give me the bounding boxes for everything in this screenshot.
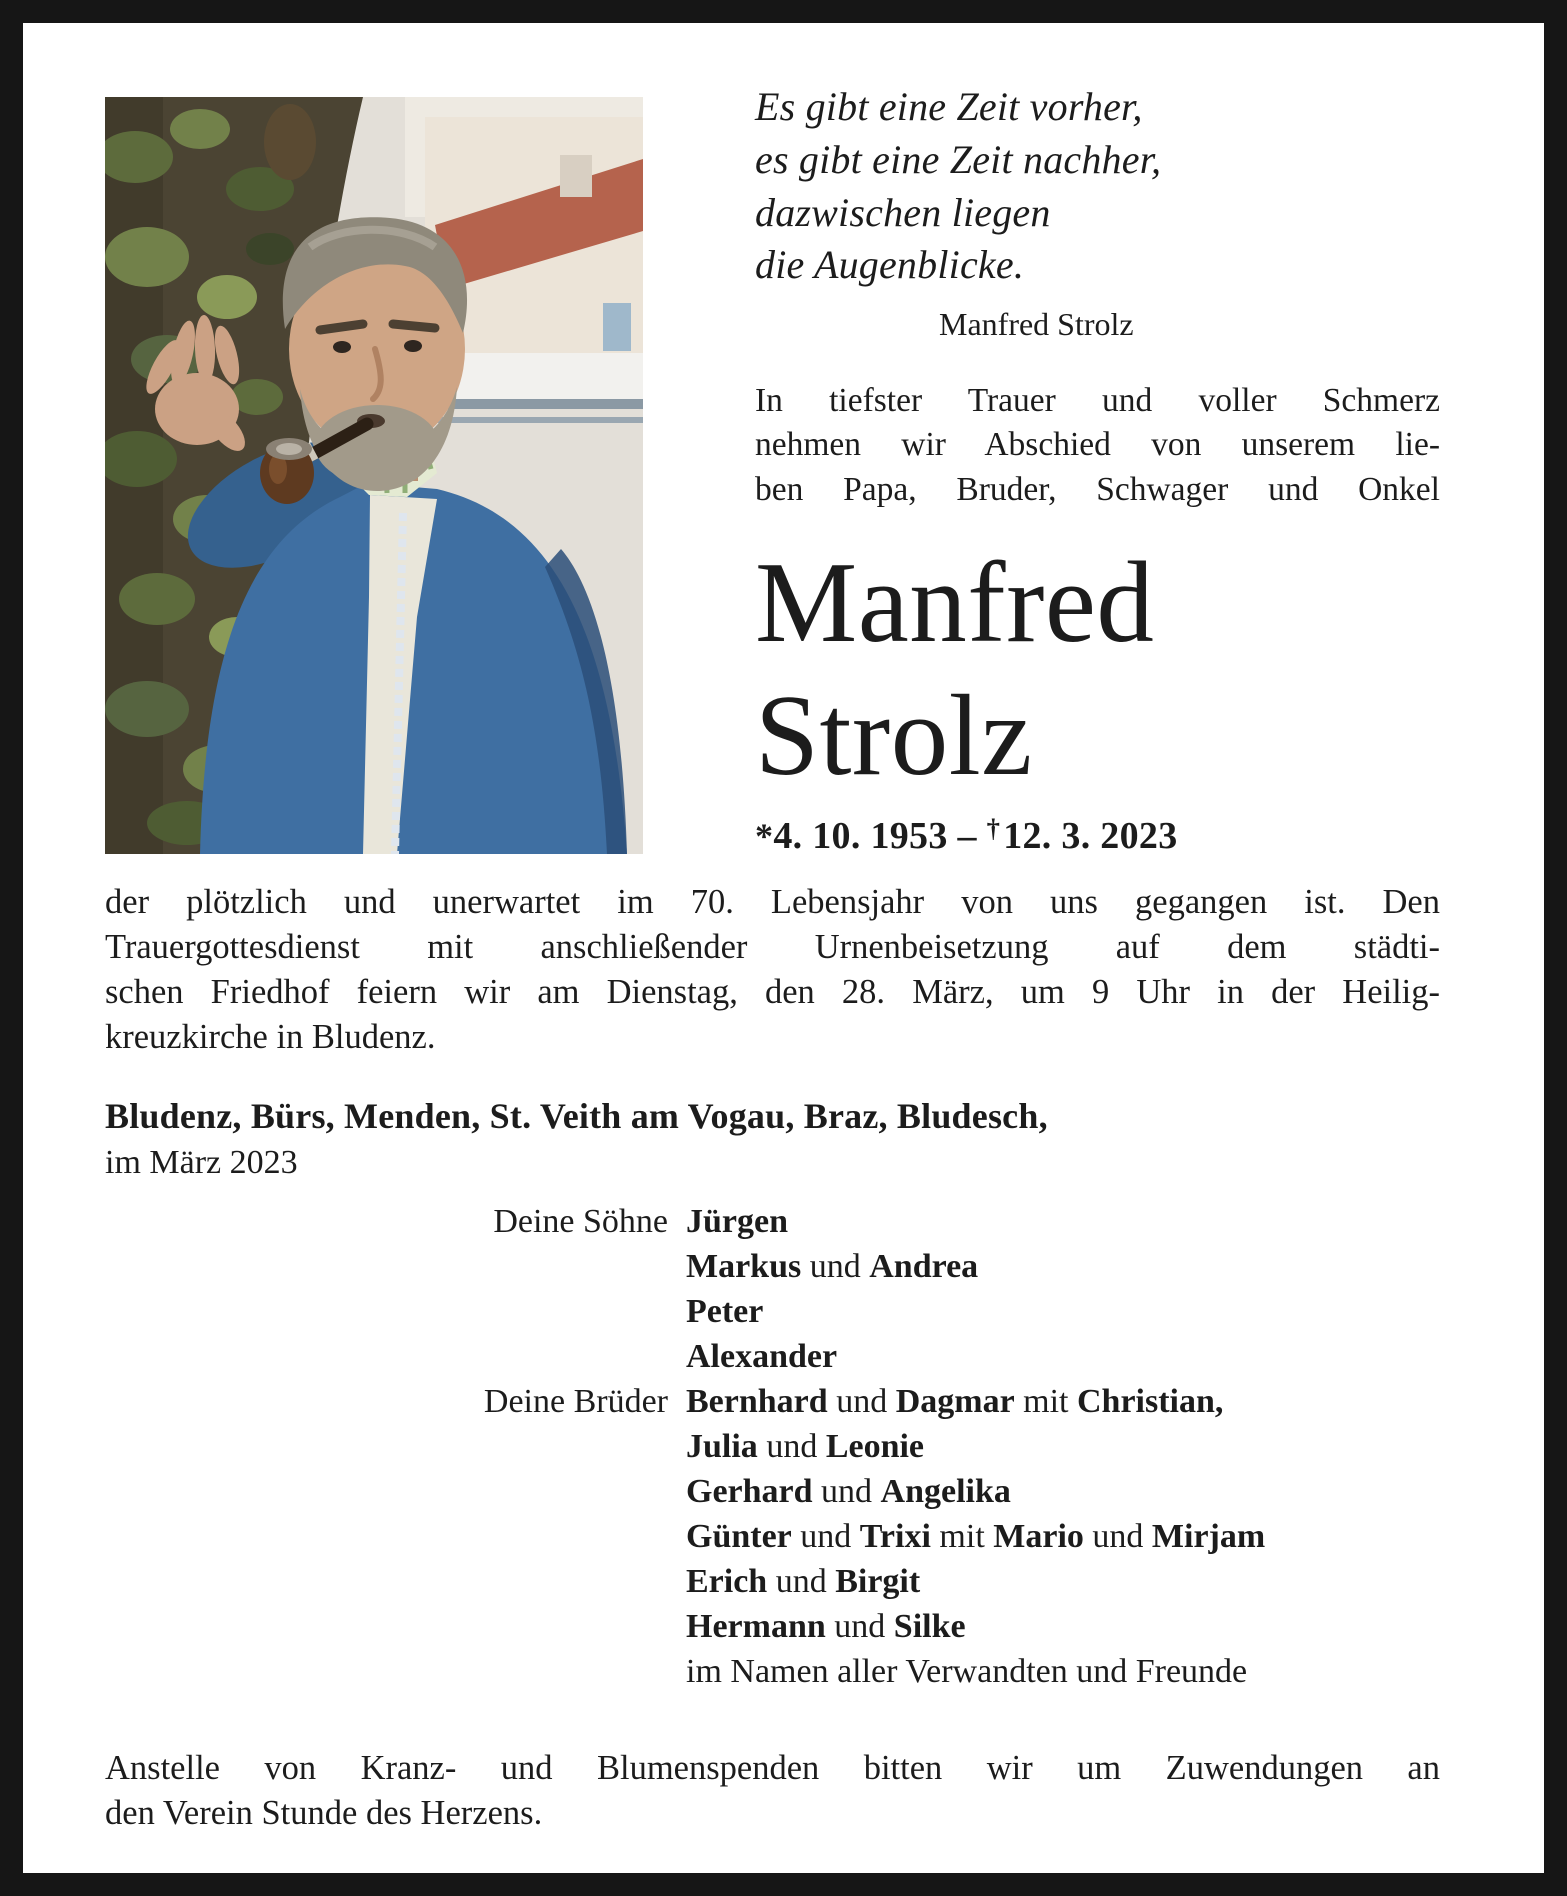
- dates-separator: –: [957, 814, 977, 857]
- mourner-row: [105, 1604, 1440, 1649]
- mourner-row: [105, 1649, 1440, 1694]
- mourner-names: Bernhard und Dagmar mit Christian,: [686, 1382, 1224, 1420]
- mourners-list: [105, 1199, 1440, 1694]
- quote-attribution: Manfred Strolz: [939, 306, 1134, 343]
- mourner-group-label: [105, 1424, 668, 1469]
- deceased-first-name: Manfred: [755, 538, 1155, 666]
- mourner-row: [105, 1469, 1440, 1514]
- mourner-names: Erich und Birgit: [686, 1562, 921, 1600]
- mourner-names: im Namen aller Verwandten und Freunde: [686, 1652, 1248, 1690]
- birth-date: 4. 10. 1953: [773, 814, 948, 857]
- obituary-content: [23, 23, 1544, 1836]
- top-section: [105, 81, 1440, 858]
- text-line: In tiefster Trauer und voller Schmerz: [755, 382, 1440, 420]
- eye: [333, 341, 351, 353]
- death-symbol: †: [986, 812, 1001, 843]
- mourner-group-label: [105, 1289, 668, 1334]
- text-line: den Verein Stunde des Herzens.: [105, 1793, 543, 1832]
- mourner-names: Günter und Trixi mit Mario und Mirjam: [686, 1517, 1266, 1555]
- birth-symbol: *: [755, 815, 774, 856]
- text-line: Anstelle von Kranz- und Blumenspenden bitten wir um Zuwendungen an: [105, 1748, 1440, 1787]
- text-line: der plötzlich und unerwartet im 70. Lebensjahr von uns gegangen ist. Den: [105, 882, 1440, 921]
- text-line: Trauergottesdienst mit anschließender Urnenbeisetzung auf dem städti-: [105, 927, 1440, 966]
- mourner-names: Alexander: [686, 1337, 838, 1375]
- quote-line: Es gibt eine Zeit vorher,: [755, 84, 1143, 129]
- month-line: im März 2023: [105, 1143, 298, 1181]
- right-column: [755, 81, 1440, 858]
- mourner-names: Gerhard und Angelika: [686, 1472, 1011, 1510]
- mourner-names: Markus und Andrea: [686, 1247, 979, 1285]
- mourner-row: [105, 1559, 1440, 1604]
- mourner-row: [105, 1244, 1440, 1289]
- death-date: 12. 3. 2023: [1003, 814, 1178, 857]
- life-dates: [755, 813, 1440, 858]
- mourner-group-label: Deine Söhne: [493, 1202, 668, 1240]
- donation-paragraph: [105, 1746, 1440, 1836]
- quote-line: es gibt eine Zeit nachher,: [755, 136, 1162, 182]
- text-line: kreuzkirche in Bludenz.: [105, 1018, 436, 1057]
- mourner-row: [105, 1199, 1440, 1244]
- mourner-group-label: Deine Brüder: [483, 1382, 668, 1420]
- mourner-group-label: [105, 1469, 668, 1514]
- memorial-quote: [755, 81, 1440, 292]
- intro-paragraph: [755, 379, 1440, 512]
- text-line: nehmen wir Abschied von unserem lie-: [755, 426, 1440, 464]
- announcement-paragraph: [105, 880, 1440, 1061]
- text-line: schen Friedhof feiern wir am Dienstag, den 28. März, um 9 Uhr in der Heilig-: [105, 973, 1440, 1012]
- mourner-group-label: [105, 1649, 668, 1694]
- quote-line: die Augenblicke.: [755, 242, 1025, 288]
- mourner-row: [105, 1424, 1440, 1469]
- mourner-group-label: [105, 1244, 668, 1289]
- mourner-names: Hermann und Silke: [686, 1607, 966, 1645]
- quote-line: dazwischen liegen: [755, 189, 1051, 235]
- portrait-photo: [105, 97, 643, 854]
- mourner-row: [105, 1379, 1440, 1424]
- mourner-group-label: [105, 1559, 668, 1604]
- eyebrow: [320, 324, 363, 330]
- portrait-photo-drawing: [105, 97, 643, 854]
- deceased-name: [755, 536, 1440, 803]
- mourner-row: [105, 1334, 1440, 1379]
- mourner-names: Julia und Leonie: [686, 1427, 925, 1465]
- places-line: Bludenz, Bürs, Menden, St. Veith am Vogau, Braz, Bludesch,: [105, 1095, 1048, 1136]
- mourner-group-label: [105, 1604, 668, 1649]
- mourner-row: [105, 1289, 1440, 1334]
- eye: [404, 340, 422, 352]
- mourner-row: [105, 1514, 1440, 1559]
- deceased-last-name: Strolz: [755, 672, 1033, 800]
- text-line: ben Papa, Bruder, Schwager und Onkel: [755, 470, 1440, 508]
- mourner-names: Peter: [686, 1292, 764, 1330]
- mourner-names: Jürgen: [686, 1202, 788, 1240]
- mourner-group-label: [105, 1334, 668, 1379]
- mourner-group-label: [105, 1514, 668, 1559]
- eyebrow: [393, 324, 435, 328]
